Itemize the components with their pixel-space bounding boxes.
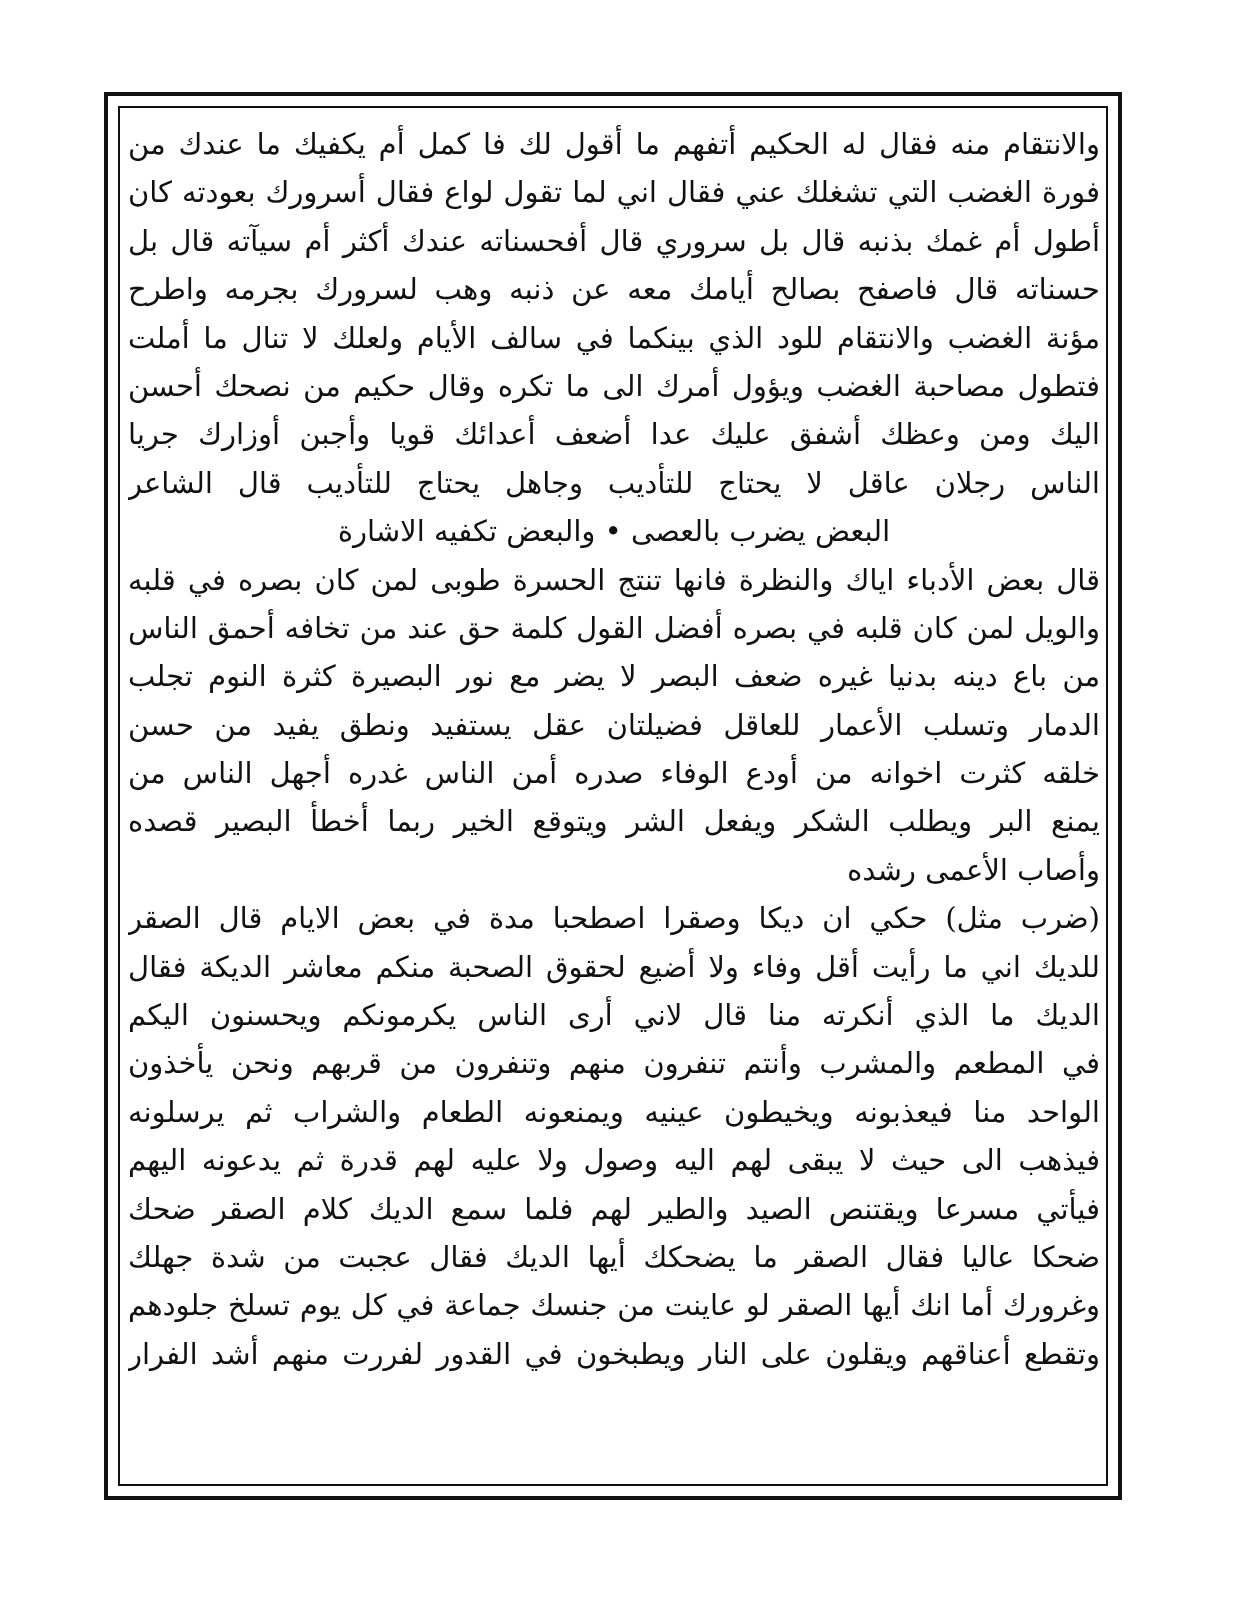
text-line: فورة الغضب التي تشغلك عني فقال اني لما تقول لواع فقال أسرورك بعودته كان [128, 175, 1100, 210]
text-line: من باع دينه بدنيا غيره ضعف البصر لا يضر مع نور البصيرة كثرة النوم تجلب [128, 659, 1100, 694]
parable-heading-line: (ضرب مثل) حكي ان ديكا وصقرا اصطحبا مدة في بعض الايام قال الصقر [128, 901, 1100, 936]
text-line: خلقه كثرت اخوانه من أودع الوفاء صدره أمن الناس غدره أجهل الناس من [128, 756, 1100, 791]
text-line: قال بعض الأدباء اياك والنظرة فانها تنتج الحسرة طوبى لمن كان بصره في قلبه [128, 562, 1100, 597]
text-line: مؤنة الغضب والانتقام للود الذي بينكما في سالف الأيام ولعلك لا تنال ما أملت [128, 320, 1100, 355]
text-line: فتطول مصاحبة الغضب ويؤول أمرك الى ما تكره وقال حكيم من نصحك أحسن [128, 368, 1100, 403]
text-line: الناس رجلان عاقل لا يحتاج للتأديب وجاهل يحتاج للتأديب قال الشاعر [128, 465, 1100, 500]
text-line: الديك ما الذي أنكرته منا قال لاني أرى الناس يكرمونكم ويحسنون اليكم [128, 998, 1100, 1033]
text-line: حسناته قال فاصفح بصالح أيامك معه عن ذنبه وهب لسرورك بجرمه واطرح [128, 272, 1100, 307]
text-line: فيذهب الى حيث لا يبقى لهم اليه وصول ولا عليه لهم قدرة ثم يدعونه اليهم [128, 1143, 1100, 1178]
verse-line: البعض يضرب بالعصى • والبعض تكفيه الاشارة [337, 514, 891, 549]
text-line: يمنع البر ويطلب الشكر ويفعل الشر ويتوقع الخير ربما أخطأ البصير قصده [128, 804, 1100, 839]
text-line: الواحد منا فيعذبونه ويخيطون عينيه ويمنعونه الطعام والشراب ثم يرسلونه [128, 1094, 1100, 1129]
text-line: اليك ومن وعظك أشفق عليك عدا أضعف أعدائك قويا وأجبن أوزارك جريا [128, 417, 1100, 452]
text-line: وتقطع أعناقهم ويقلون على النار ويطبخون في القدور لفررت منهم أشد الفرار [128, 1336, 1100, 1371]
text-line: وغرورك أما انك أيها الصقر لو عاينت من جنسك جماعة في كل يوم تسلخ جلودهم [128, 1288, 1100, 1323]
text-line: والويل لمن كان قلبه في بصره أفضل القول كلمة حق عند من تخافه أحمق الناس [128, 610, 1100, 645]
text-line: ضحكا عاليا فقال الصقر ما يضحكك أيها الديك فقال عجبت من شدة جهلك [128, 1239, 1100, 1274]
text-line: للديك اني ما رأيت أقل وفاء ولا أضيع لحقوق الصحبة منكم معاشر الديكة فقال [128, 949, 1100, 984]
text-line: في المطعم والمشرب وأنتم تنفرون منهم وتنفرون من قربهم ونحن يأخذون [128, 1046, 1100, 1081]
page-text-block [128, 120, 1100, 1480]
text-line: فيأتي مسرعا ويقتنص الصيد والطير لهم فلما سمع الديك كلام الصقر ضحك [128, 1191, 1100, 1226]
text-line: والانتقام منه فقال له الحكيم أتفهم ما أقول لك فا كمل أم يكفيك ما عندك من [128, 127, 1100, 161]
text-line: وأصاب الأعمى رشده [847, 852, 1100, 887]
text-line: الدمار وتسلب الأعمار للعاقل فضيلتان عقل يستفيد ونطق يفيد من حسن [128, 707, 1100, 742]
text-line: أطول أم غمك بذنبه قال بل سروري قال أفحسناته عندك أكثر أم سيآته قال بل [128, 223, 1100, 258]
